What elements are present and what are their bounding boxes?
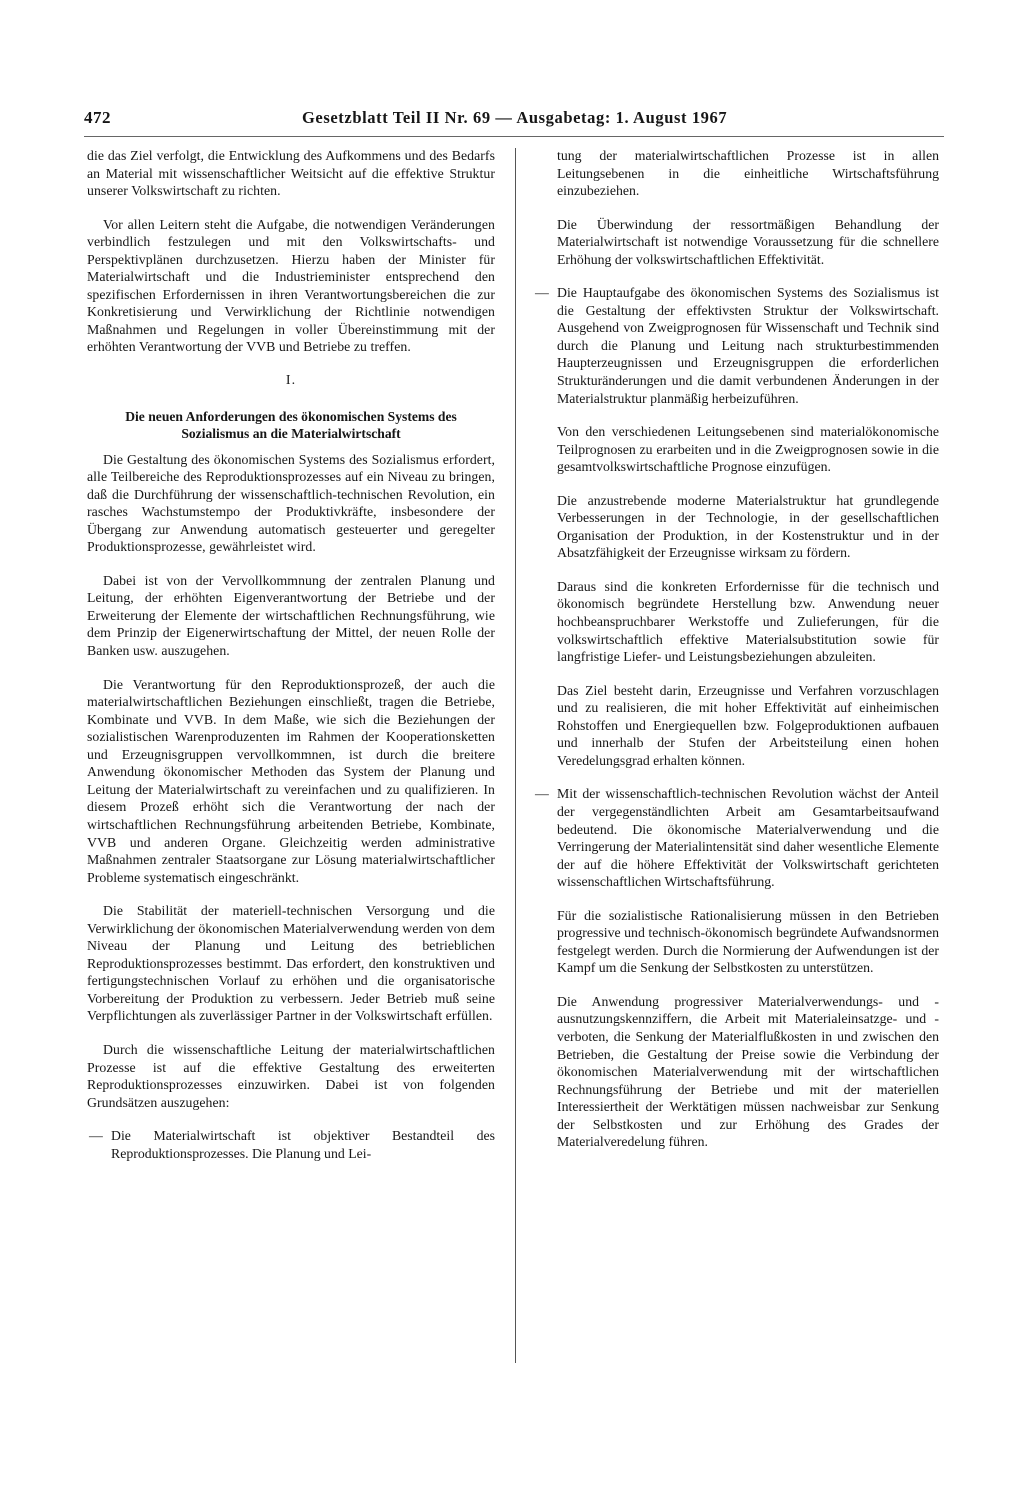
list-item-text: Die Materialwirtschaft ist objektiver Bestandteil des Reproduktionsprozesses. Die Planung und Lei- (111, 1128, 495, 1161)
list-item-paragraph: Für die sozialistische Rationalisierung müssen in den Betrieben progressive und technisch-ökonomisch begründete Aufwandsnormen festgelegt werden. Durch die Normierung der Aufwendungen ist der Kampf um die Senkung der Selbstkosten zu unterstützen. (557, 907, 939, 976)
list-item-paragraph: Daraus sind die konkreten Erfordernisse für die technisch und ökonomisch begründete Herstellung bzw. Anwendung neuer hochbeanspruchbarer Werkstoffe und Zulieferungen, für die volkswirtschaftlich effektive Materialsubstitution sowie für langfristige Liefer- und Leistungsbeziehungen abzuleiten. (557, 578, 939, 665)
list-item-paragraph: Die Anwendung progressiver Materialverwendungs- und -ausnutzungskennziffern, die Arbeit mit Materialeinsatzge- und -verboten, die Senkung der Materialflußkosten in und zwischen den Betrieben, die Gestaltung der Preise sowie die Verbindung der ökonomischen Materialverwendung mit der wirtschaftlichen Rechnungsführung der Betriebe und mit der materiellen Interessiertheit der Werktätigen müssen nachweisbar zur Senkung der Selbstkosten und zur Erhöhung des Grades der Materialveredelung führen. (557, 993, 939, 1150)
dash-marker: — (535, 285, 549, 301)
running-header: Gesetzblatt Teil II Nr. 69 — Ausgabetag: 1. August 1967 (302, 108, 728, 127)
paragraph: Durch die wissenschaftliche Leitung der materialwirtschaftlichen Prozesse ist auf die effektive Gestaltung des erweiterten Reproduktionsprozesses einzuwirken. Dabei ist von folgenden Grundsätzen auszugehen: (87, 1041, 495, 1110)
paragraph: die das Ziel verfolgt, die Entwicklung des Aufkommens und des Bedarfs an Material mit wissenschaftlicher Weitsicht auf die effektive Struktur unserer Volkswirtschaft zu richten. (87, 148, 495, 199)
list-item (87, 1127, 495, 1162)
section-heading: Die neuen Anforderungen des ökonomischen Systems des Sozialismus an die Materialwirtschaft (125, 408, 457, 442)
paragraph: Die Stabilität der materiell-technischen Versorgung und die Verwirklichung der ökonomischen Materialverwendung werden von dem Niveau der Planung und Leitung des betrieblichen Reproduktionsprozesses bestimmt. Das erfordert, den konstruktiven und fertigungstechnischen Vorlauf zu erhöhen und die organisatorische Vorbereitung der Produktion zu verbessern. Jeder Betrieb muß seine Verpflichtungen als zuverlässiger Partner in der Volkswirtschaft erfüllen. (87, 903, 495, 1024)
paragraph: Vor allen Leitern steht die Aufgabe, die notwendigen Veränderungen verbindlich festzulegen und mit den Volkswirtschafts- und Perspektivplänen durchzusetzen. Hierzu haben der Minister für Materialwirtschaft und die Industrieminister entsprechend den spezifischen Erfordernissen in ihren Verantwortungsbereichen die zur Konkretisierung und Verwirklichung der Richtlinie notwendigen Maßnahmen und Regelungen in voller Übereinstimmung mit der erhöhten Verantwortung der VVB und Betriebe zu treffen. (87, 216, 495, 355)
list-item-text: Die Hauptaufgabe des ökonomischen Systems des Sozialismus ist die Gestaltung der effektivsten Struktur der Volkswirtschaft. Ausgehend von Zweigprognosen für Wissenschaft und Technik sind durch die Planung und Leitung nach strukturbestimmenden Haupterzeugnissen und Erzeugnisgruppen die erforderlichen Strukturänderungen und die damit verbundenen Änderungen in der Materialstruktur planmäßig herbeizuführen. (557, 285, 939, 406)
list-item-continuation: tung der materialwirtschaftlichen Prozesse ist in allen Leitungsebenen in die einheitliche Wirtschaftsführung einzubeziehen. (557, 148, 939, 199)
list-item-text: Mit der wissenschaftlich-technischen Revolution wächst der Anteil der vergegenständlichten Arbeit am Gesamtarbeitsaufwand bedeutend. Die ökonomische Materialverwendung und die Verringerung der Materialintensität sind daher wesentliche Elemente der auf die höhere Effektivität der Volkswirtschaft gerichteten wissenschaftlichen Wirtschaftsführung. (557, 786, 939, 890)
page-number: 472 (84, 108, 111, 127)
list-item-paragraph: Von den verschiedenen Leitungsebenen sind materialökonomische Teilprognosen zu erarbeiten und in die Zweigprognosen sowie in die gesamtvolkswirtschaftliche Prognose einzufügen. (557, 424, 939, 475)
dash-marker: — (535, 786, 549, 802)
dash-marker: — (89, 1128, 103, 1144)
list-item-paragraph: Das Ziel besteht darin, Erzeugnisse und Verfahren vorzuschlagen und zu realisieren, die mit hoher Effektivität auf einheimischen Rohstoffen und Energiequellen bzw. Folgeproduktionen aufbauen und innerhalb der Stufen der Arbeitsteilung einen hohen Veredelungsgrad erhalten können. (557, 682, 939, 768)
list-item (533, 284, 939, 407)
paragraph: Die Verantwortung für den Reproduktionsprozeß, der auch die materialwirtschaftlichen Beziehungen einschließt, tragen die Betriebe, Kombinate und VVB. In dem Maße, wie sich die Beziehungen der sozialistischen Warenproduzenten im Rahmen der Kooperationsketten und Erzeugnisgruppen vervollkommnen, ist durch die breitere Anwendung ökonomischer Methoden das System der Planung und Leitung der Materialwirtschaft zu vereinfachen und zu qualifizieren. In diesem Prozeß erhöht sich die Verantwortung der nach der wirtschaftlichen Rechnungsführung arbeitenden Betriebe, Kombinate, VVB und anderen Organe. Gleichzeitig werden administrative Maßnahmen zentraler Staatsorgane zur Lösung materialwirtschaftlicher Probleme systematisch eingeschränkt. (87, 676, 495, 885)
column-divider (515, 148, 516, 1363)
list-item-paragraph: Die Überwindung der ressortmäßigen Behandlung der Materialwirtschaft ist notwendige Voraussetzung für die schnellere Erhöhung der volkswirtschaftlichen Effektivität. (557, 216, 939, 267)
left-column (87, 147, 495, 1178)
section-number: I. (285, 373, 297, 389)
right-column (533, 147, 939, 1167)
paragraph: Dabei ist von der Vervollkommnung der zentralen Planung und Leitung, der erhöhten Eigenverantwortung der Betriebe und der Erweiterung der Elemente der wirtschaftlichen Rechnungsführung, wie dem Prinzip der Eigenerwirtschaftung der Mittel, der neuen Rolle der Banken usw. auszugehen. (87, 572, 495, 659)
paragraph: Die Gestaltung des ökonomischen Systems des Sozialismus erfordert, alle Teilbereiche des Reproduktionsprozesses auf ein Niveau zu bringen, daß die Durchführung der wissenschaftlich-technischen Revolution, ein rasches Wachstumstempo der Produktivkräfte, insbesondere der Übergang zur Anwendung automatisch gesteuerter und geregelter Produktionsprozesse, gewährleistet wird. (87, 451, 495, 555)
list-item-paragraph: Die anzustrebende moderne Materialstruktur hat grundlegende Verbesserungen in der Technologie, in der gesellschaftlichen Organisation der Produktion, in der Kostenstruktur und in der Absatzfähigkeit der Erzeugnisse wirksam zu fördern. (557, 492, 939, 561)
header-rule (84, 136, 944, 137)
list-item (533, 785, 939, 890)
